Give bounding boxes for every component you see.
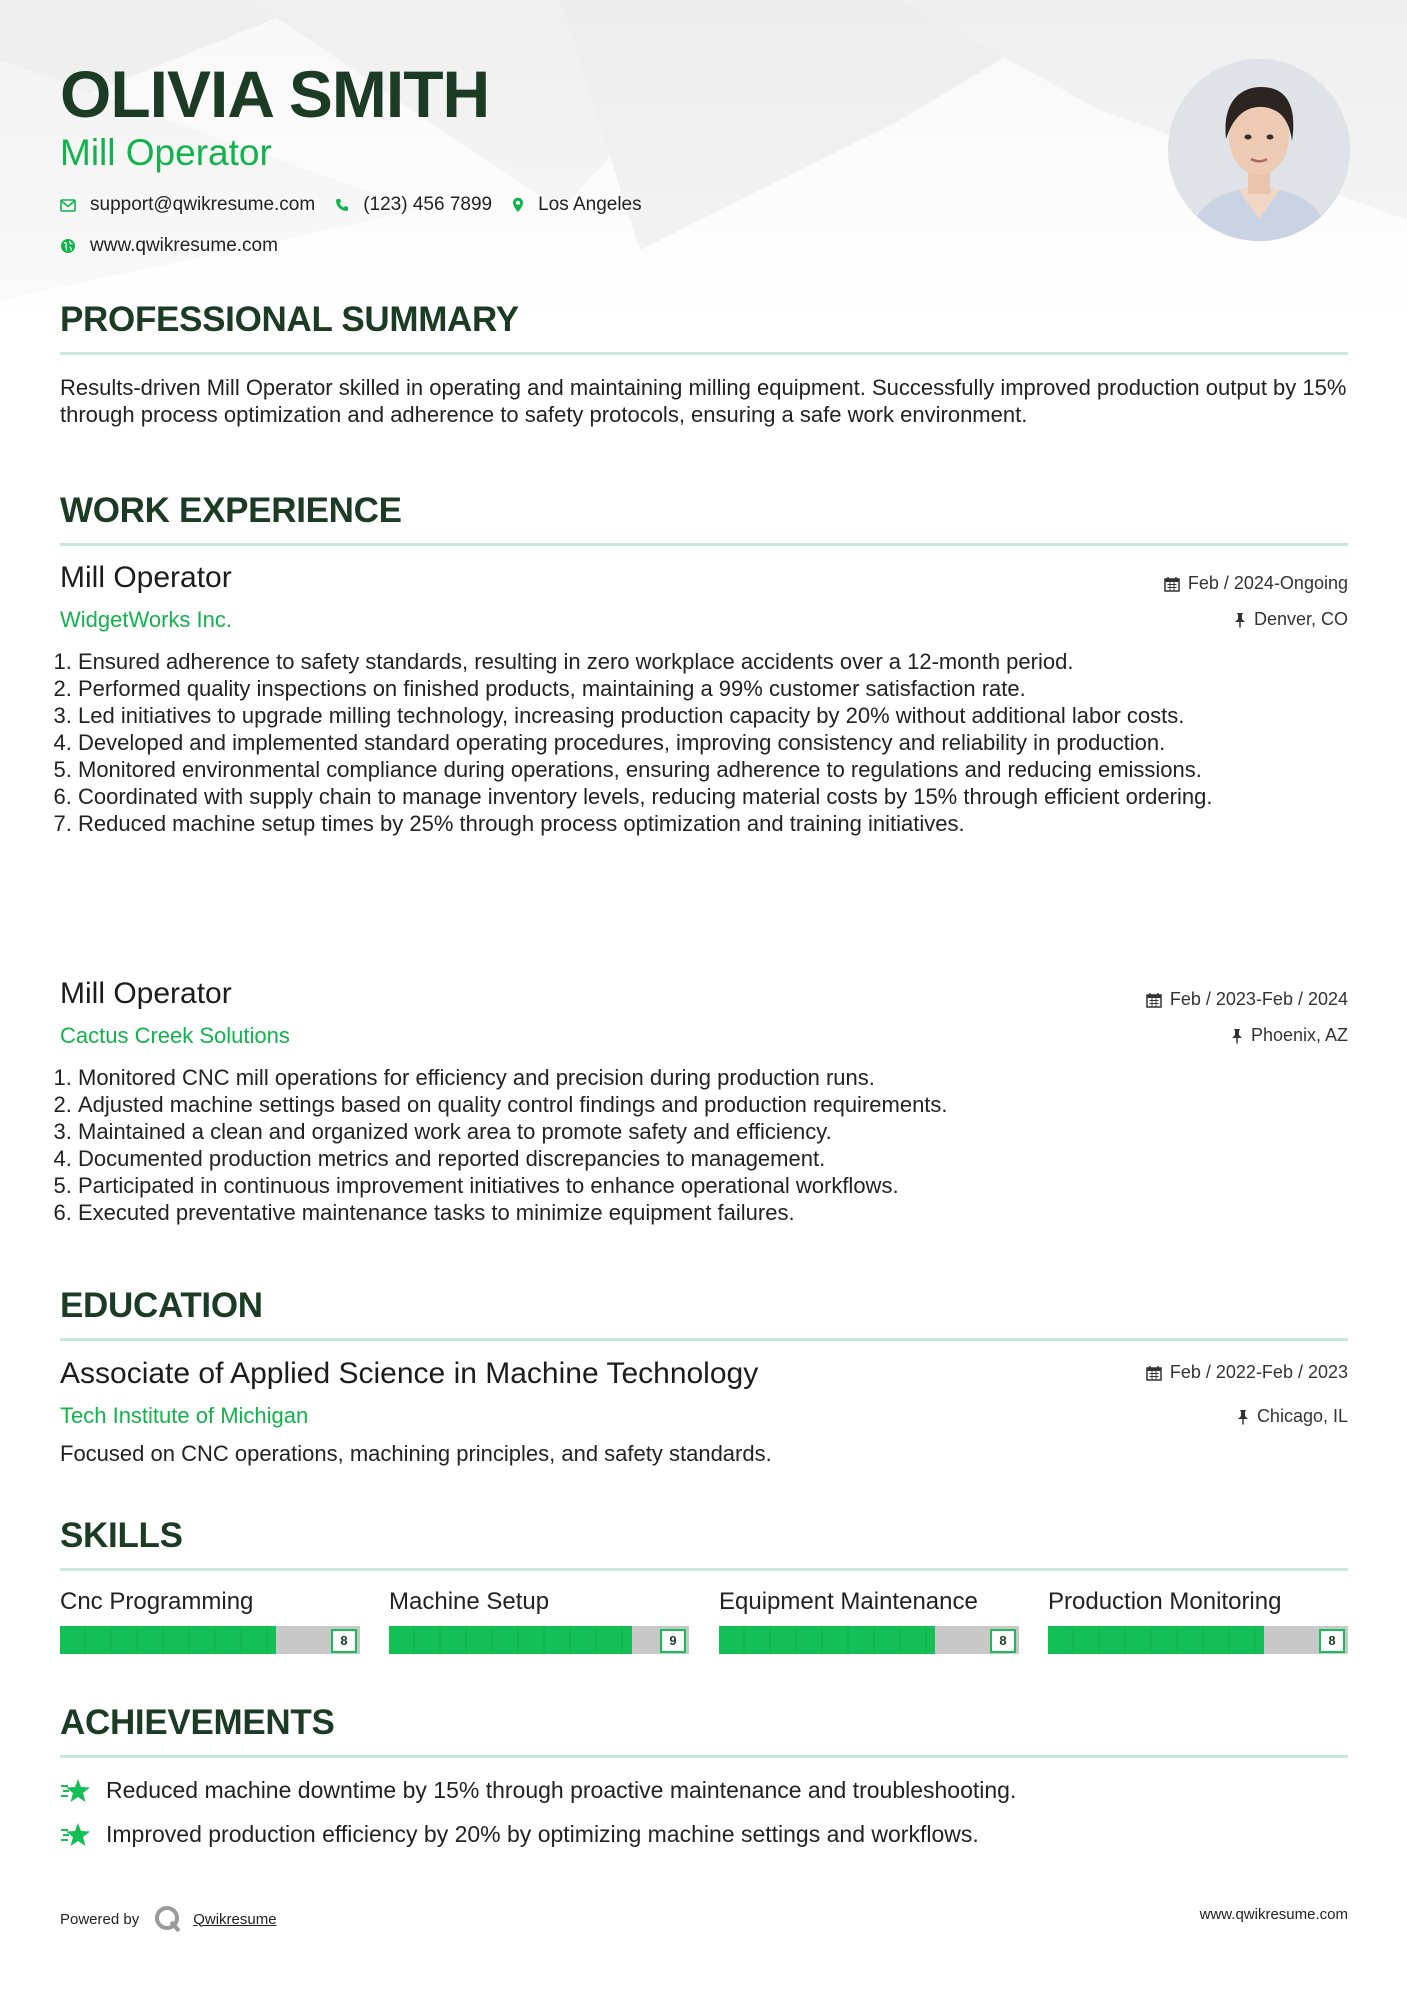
contact-email[interactable] (60, 194, 315, 216)
job-location-text: Phoenix, AZ (1250, 1025, 1348, 1045)
envelope-icon (60, 199, 76, 212)
skill-bar-fill (719, 1626, 935, 1654)
job-company: Cactus Creek Solutions (60, 1023, 290, 1048)
skill-bar (1048, 1626, 1348, 1654)
list-item: 6. Coordinated with supply chain to manage inventory levels, reducing material costs by 15% through efficient ordering. (78, 783, 1348, 810)
achievements-heading: ACHIEVEMENTS (60, 1703, 335, 1742)
star-icon (60, 1778, 92, 1804)
pushpin-icon (1231, 1028, 1243, 1044)
school-name: Tech Institute of Michigan (60, 1403, 309, 1428)
job-title: Mill Operator (60, 561, 232, 594)
job-dates-text: Feb / 2023-Feb / 2024 (1169, 989, 1348, 1009)
list-item: 3. Maintained a clean and organized work area to promote safety and efficiency. (78, 1118, 1348, 1145)
education-location-text: Chicago, IL (1256, 1406, 1348, 1426)
education-section (60, 1286, 1348, 1341)
skill-item (1048, 1588, 1348, 1648)
list-item: 5. Monitored environmental compliance during operations, ensuring adherence to regulations and reducing emissions. (78, 756, 1348, 783)
phone-text: (123) 456 7899 (363, 194, 493, 215)
section-divider (60, 543, 1348, 546)
list-item: 2. Performed quality inspections on finished products, maintaining a 99% customer satisfaction rate. (78, 675, 1348, 702)
job-bullets (60, 648, 1348, 837)
experience-section (60, 491, 1348, 546)
job-location (1234, 609, 1348, 630)
job-dates (1146, 989, 1348, 1010)
summary-section (60, 300, 1348, 428)
achievement-item (60, 1821, 979, 1848)
section-divider (60, 1338, 1348, 1341)
contact-row (60, 194, 662, 216)
job-bullets (60, 1064, 1348, 1226)
list-item: 1. Ensured adherence to safety standards, resulting in zero workplace accidents over a 12-month period. (78, 648, 1348, 675)
star-icon (60, 1822, 92, 1848)
skill-name: Production Monitoring (1048, 1588, 1282, 1615)
experience-heading: WORK EXPERIENCE (60, 491, 402, 530)
contact-location (512, 194, 642, 216)
job-title: Mill Operator (60, 977, 232, 1010)
skill-name: Cnc Programming (60, 1588, 254, 1615)
section-divider (60, 1568, 1348, 1571)
list-item: 6. Executed preventative maintenance tasks to minimize equipment failures. (78, 1199, 1348, 1226)
candidate-title: Mill Operator (60, 132, 272, 173)
qwikresume-logo-icon (153, 1904, 183, 1934)
phone-icon (335, 198, 349, 212)
list-item: 2. Adjusted machine settings based on quality control findings and production requirements. (78, 1091, 1348, 1118)
skills-heading: SKILLS (60, 1516, 183, 1555)
email-text: support@qwikresume.com (90, 194, 316, 215)
section-divider (60, 1755, 1348, 1758)
skill-bar-fill (389, 1626, 632, 1654)
skill-bar (389, 1626, 689, 1654)
pushpin-icon (1237, 1409, 1249, 1425)
contact-phone[interactable] (335, 194, 492, 216)
education-dates-text: Feb / 2022-Feb / 2023 (1169, 1362, 1348, 1382)
list-item: 5. Participated in continuous improvement initiatives to enhance operational workflows. (78, 1172, 1348, 1199)
job-location-text: Denver, CO (1253, 609, 1348, 629)
contact-row-2 (60, 235, 298, 257)
education-description: Focused on CNC operations, machining principles, and safety standards. (60, 1441, 772, 1466)
education-location (1237, 1406, 1348, 1427)
summary-text: Results-driven Mill Operator skilled in operating and maintaining milling equipment. Successfully improved production output by 15% through process optimization and adherence to safety protocols, ensuring a safe work environment. (60, 375, 1347, 427)
brand-link[interactable]: Qwikresume (193, 1910, 277, 1928)
footer-website[interactable]: www.qwikresume.com (1199, 1906, 1348, 1923)
skill-name: Equipment Maintenance (719, 1588, 978, 1615)
list-item: 1. Monitored CNC mill operations for efficiency and precision during production runs. (78, 1064, 1348, 1091)
powered-by (60, 1904, 277, 1934)
skill-bar-fill (1048, 1626, 1264, 1654)
calendar-icon (1146, 992, 1162, 1008)
list-item: 3. Led initiatives to upgrade milling technology, increasing production capacity by 20% without additional labor costs. (78, 702, 1348, 729)
job-dates-text: Feb / 2024-Ongoing (1187, 573, 1348, 593)
website-text: www.qwikresume.com (90, 235, 278, 256)
globe-icon (60, 238, 76, 254)
achievements-section (60, 1703, 1348, 1758)
job-location (1231, 1025, 1348, 1046)
skill-bar-fill (60, 1626, 276, 1654)
map-pin-icon (512, 197, 524, 213)
skill-bar (719, 1626, 1019, 1654)
section-divider (60, 352, 1348, 355)
powered-by-label: Powered by (60, 1910, 140, 1928)
skill-item (389, 1588, 689, 1648)
portrait-avatar-icon (1168, 59, 1350, 241)
skill-score: 8 (990, 1629, 1016, 1653)
job-dates (1164, 573, 1348, 594)
list-item: 4. Developed and implemented standard operating procedures, improving consistency and reliability in production. (78, 729, 1348, 756)
list-item: 7. Reduced machine setup times by 25% through process optimization and training initiatives. (78, 810, 1348, 837)
candidate-name: OLIVIA SMITH (60, 57, 490, 131)
skill-item (719, 1588, 1019, 1648)
contact-website[interactable] (60, 235, 278, 257)
location-text: Los Angeles (538, 194, 642, 215)
pushpin-icon (1234, 612, 1246, 628)
skill-score: 9 (660, 1629, 686, 1653)
achievement-text: Reduced machine downtime by 15% through proactive maintenance and troubleshooting. (106, 1777, 1017, 1803)
list-item: 4. Documented production metrics and reported discrepancies to management. (78, 1145, 1348, 1172)
education-heading: EDUCATION (60, 1286, 263, 1325)
job-company: WidgetWorks Inc. (60, 607, 232, 632)
degree-title: Associate of Applied Science in Machine Technology (60, 1357, 759, 1390)
calendar-icon (1164, 576, 1180, 592)
skill-bar (60, 1626, 360, 1654)
achievement-item (60, 1777, 1016, 1804)
summary-heading: PROFESSIONAL SUMMARY (60, 300, 519, 339)
profile-photo (1168, 59, 1350, 241)
skill-name: Machine Setup (389, 1588, 550, 1615)
skill-score: 8 (331, 1629, 357, 1653)
skill-score: 8 (1319, 1629, 1345, 1653)
skills-section (60, 1516, 1348, 1571)
achievement-text: Improved production efficiency by 20% by optimizing machine settings and workflows. (106, 1821, 979, 1847)
education-dates (1146, 1362, 1348, 1383)
skill-item (60, 1588, 360, 1648)
calendar-icon (1146, 1365, 1162, 1381)
